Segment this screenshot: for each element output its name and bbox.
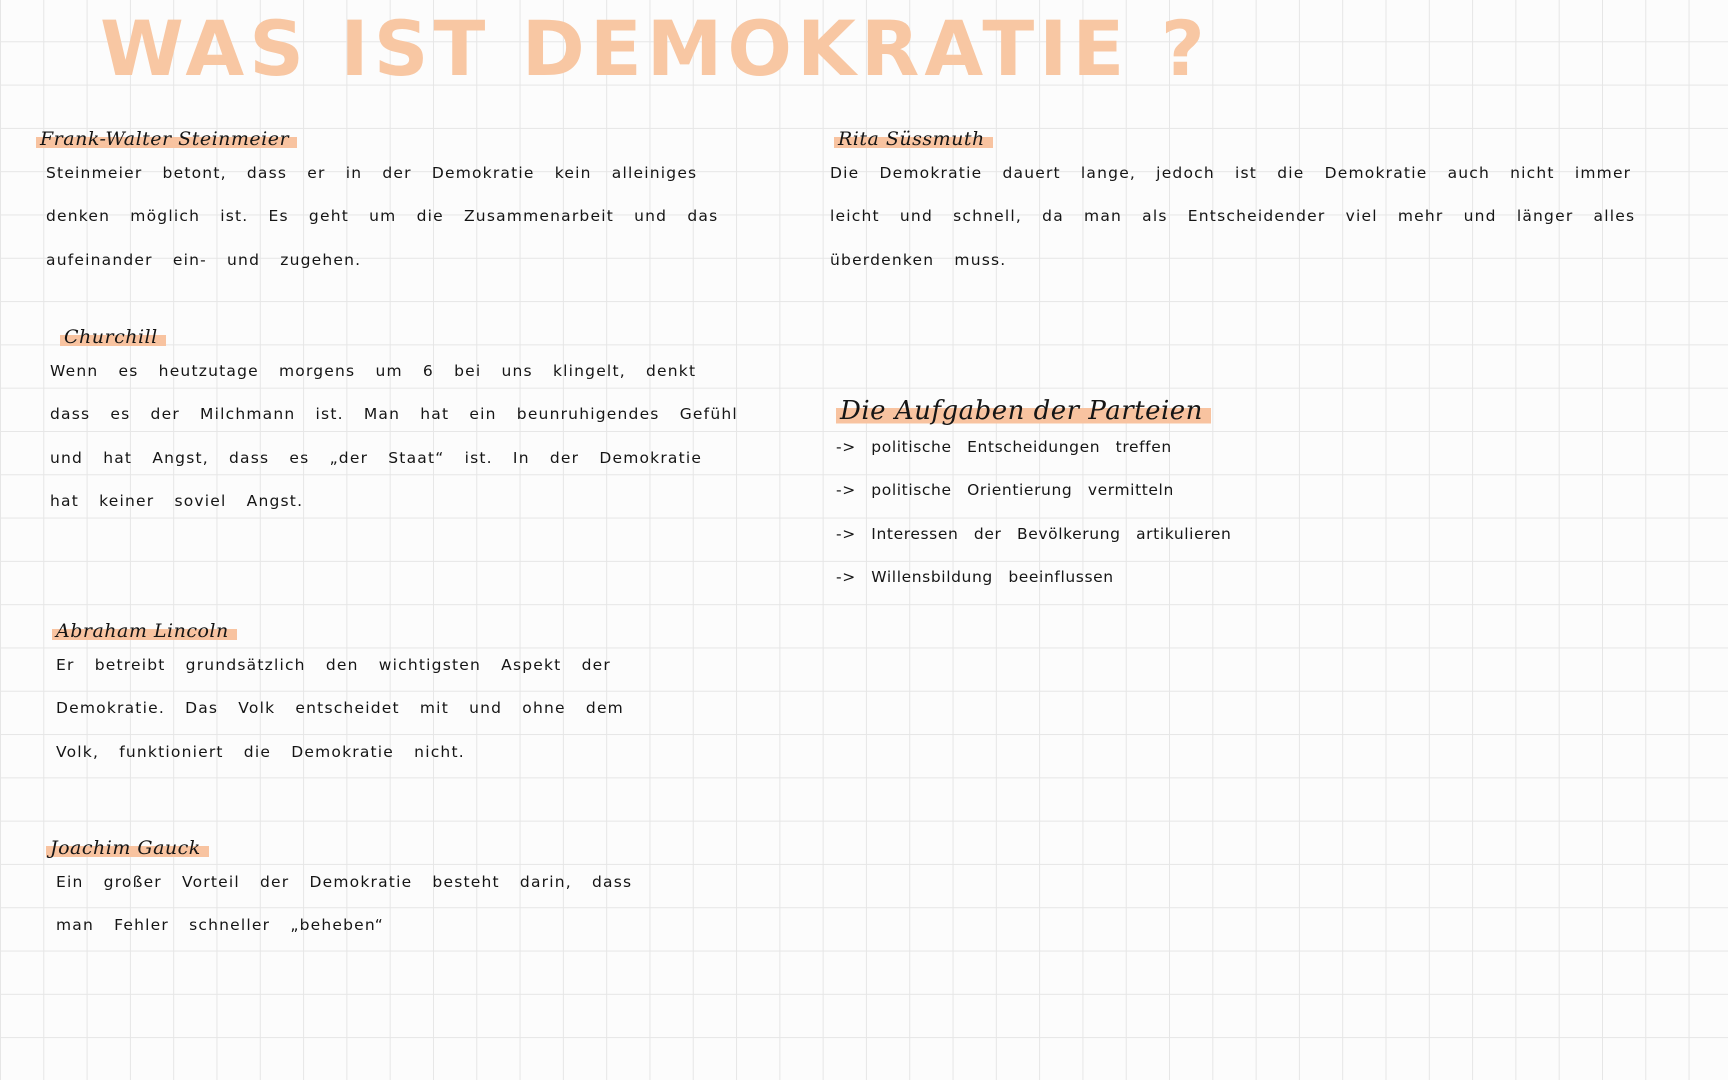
text-line: denken möglich ist. Es geht um die Zusammenarbeit und das [46, 207, 719, 226]
section-steinmeier [36, 128, 718, 282]
section-lincoln [52, 620, 624, 774]
text-line: Volk, funktioniert die Demokratie nicht. [56, 742, 465, 761]
text-line: Demokratie. Das Volk entscheidet mit und ohne dem [56, 699, 624, 718]
text-line: aufeinander ein- und zugehen. [46, 250, 362, 269]
text-line: dass es der Milchmann ist. Man hat ein beunruhigendes Gefühl [50, 405, 738, 424]
text-line: Die Demokratie dauert lange, jedoch ist die Demokratie auch nicht immer [830, 164, 1632, 182]
section-gauck [46, 837, 632, 948]
text-line: überdenken muss. [830, 250, 1007, 269]
list-item: -> Interessen der Bevölkerung artikulieren [836, 524, 1232, 543]
list-item: -> Willensbildung beeinflussen [836, 567, 1114, 586]
text-line: leicht und schnell, da man als Entscheidender viel mehr und länger alles [830, 207, 1636, 226]
text-line: man Fehler schneller „beheben“ [56, 916, 385, 935]
heading-parteien: Die Aufgaben der Parteien [836, 396, 1211, 426]
heading-gauck: Joachim Gauck [46, 837, 209, 859]
heading-churchill: Churchill [60, 326, 166, 348]
section-suessmuth [830, 128, 1636, 282]
text-line: Wenn es heutzutage morgens um 6 bei uns klingelt, denkt [50, 362, 697, 380]
list-item: -> politische Orientierung vermitteln [836, 481, 1174, 500]
text-line: Ein großer Vorteil der Demokratie besteht darin, dass [56, 873, 633, 891]
text-line: hat keiner soviel Angst. [50, 491, 304, 510]
page-title: WAS IST DEMOKRATIE ? [100, 4, 1210, 93]
heading-lincoln: Abraham Lincoln [52, 620, 237, 642]
text-line: und hat Angst, dass es „der Staat“ ist. In der Demokratie [50, 448, 703, 467]
heading-steinmeier: Frank-Walter Steinmeier [36, 128, 297, 150]
heading-suessmuth: Rita Süssmuth [834, 128, 993, 150]
text-line: Er betreibt grundsätzlich den wichtigsten Aspekt der [56, 656, 611, 674]
section-parteien [836, 396, 1231, 599]
list-item: -> politische Entscheidungen treffen [836, 438, 1172, 456]
section-churchill [50, 326, 738, 523]
text-line: Steinmeier betont, dass er in der Demokratie kein alleiniges [46, 164, 698, 182]
